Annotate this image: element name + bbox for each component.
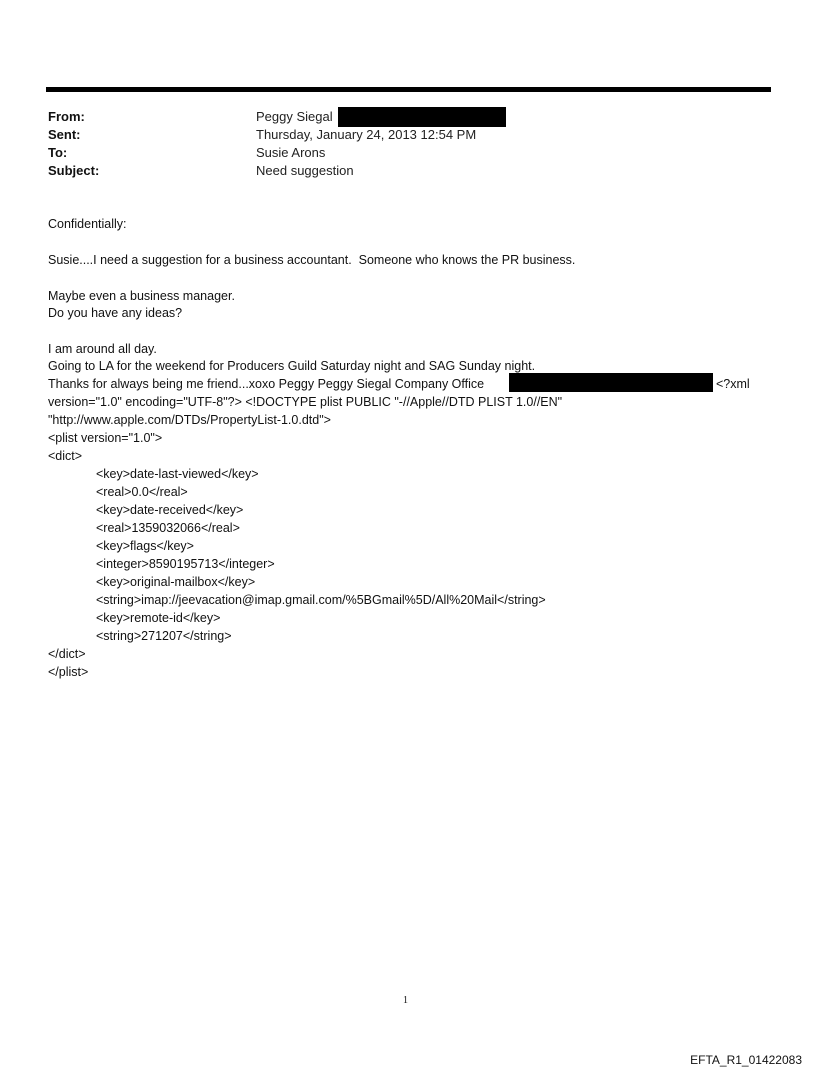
body-line: Maybe even a business manager. [48, 289, 235, 303]
body-line: version="1.0" encoding="UTF-8"?> <!DOCTYPE plist PUBLIC "-//Apple//DTD PLIST 1.0//EN" [48, 395, 563, 409]
from-label: From: [48, 109, 85, 124]
document-id: EFTA_R1_01422083 [690, 1053, 802, 1067]
body-line: <key>original-mailbox</key> [96, 575, 256, 589]
redaction-office-phone [509, 373, 713, 392]
body-line: <real>0.0</real> [96, 485, 188, 499]
body-line: Confidentially: [48, 217, 127, 231]
body-line: Do you have any ideas? [48, 306, 183, 320]
body-line: <key>remote-id</key> [96, 611, 221, 625]
body-line: Going to LA for the weekend for Producers Guild Saturday night and SAG Sunday night. [48, 359, 536, 373]
sent-value: Thursday, January 24, 2013 12:54 PM [256, 127, 477, 142]
subject-value: Need suggestion [256, 163, 354, 178]
body-line: <string>imap://jeevacation@imap.gmail.com/%5BGmail%5D/All%20Mail</string> [96, 593, 546, 607]
subject-label: Subject: [48, 163, 100, 178]
body-line: Susie....I need a suggestion for a business accountant. Someone who knows the PR business. [48, 253, 576, 267]
page-number: 1 [403, 995, 408, 1006]
body-line: </dict> [48, 647, 86, 661]
body-line: <dict> [48, 449, 83, 463]
body-line: <plist version="1.0"> [48, 431, 163, 445]
body-line: <?xml [716, 377, 750, 391]
body-line: "http://www.apple.com/DTDs/PropertyList-1.0.dtd"> [48, 413, 331, 427]
from-value: Peggy Siegal [256, 109, 333, 124]
body-line: <string>271207</string> [96, 629, 232, 643]
sent-label: Sent: [48, 127, 81, 142]
to-label: To: [48, 145, 68, 160]
body-line: I am around all day. [48, 342, 157, 356]
body-line: <real>1359032066</real> [96, 521, 240, 535]
body-line: <key>flags</key> [96, 539, 194, 553]
body-line: Thanks for always being me friend...xoxo Peggy Peggy Siegal Company Office [48, 377, 485, 391]
body-line: <key>date-received</key> [96, 503, 244, 517]
header-divider [46, 87, 771, 92]
body-line: <integer>8590195713</integer> [96, 557, 275, 571]
body-line: </plist> [48, 665, 89, 679]
body-line: <key>date-last-viewed</key> [96, 467, 259, 481]
redaction-from-email [338, 107, 506, 127]
to-value: Susie Arons [256, 145, 326, 160]
